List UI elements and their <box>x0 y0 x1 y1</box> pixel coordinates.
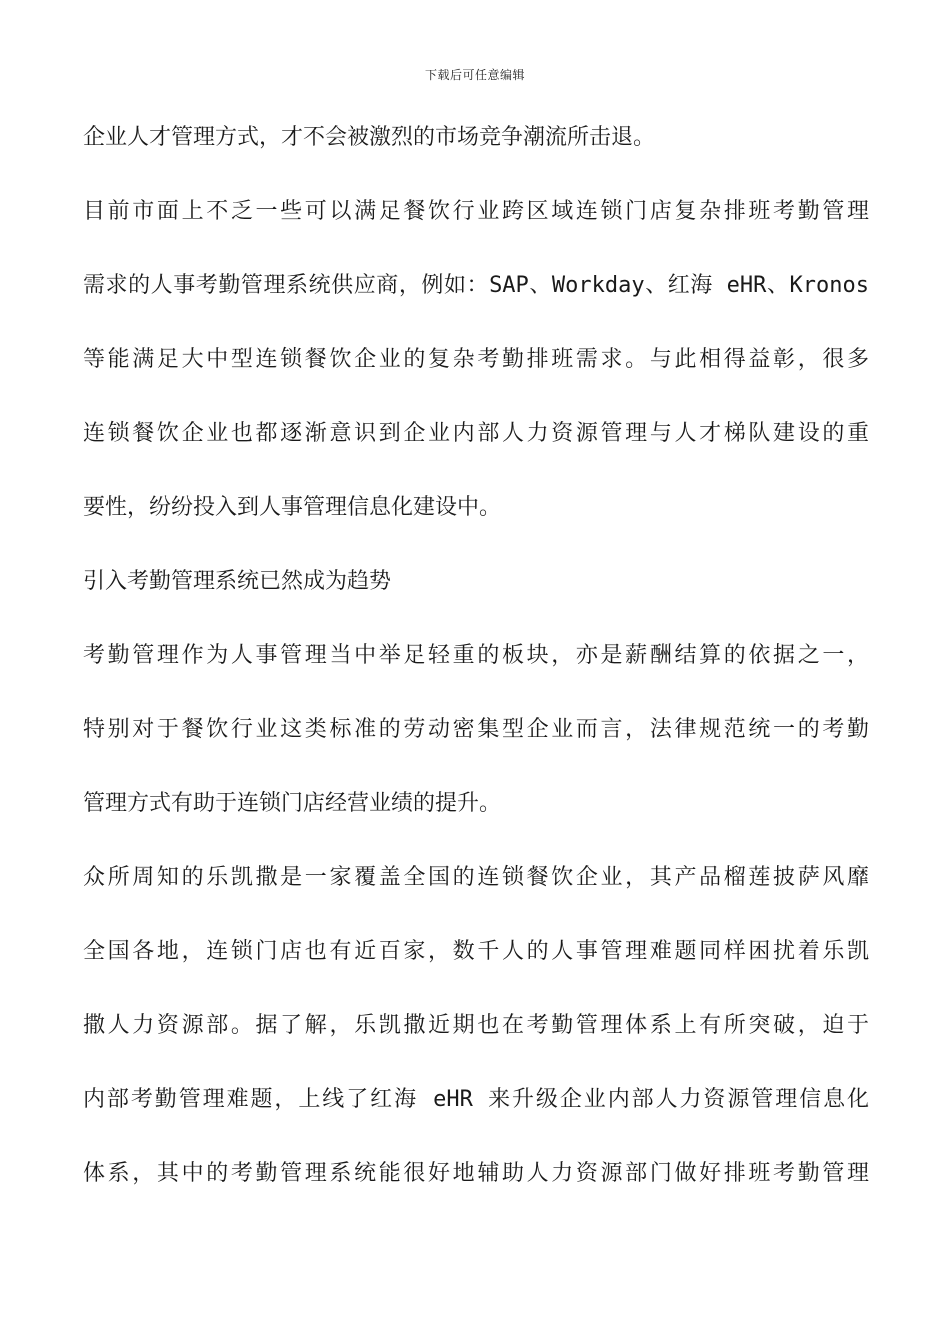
text-line-8: 考勤管理作为人事管理当中举足轻重的板块，亦是薪酬结算的依据之一， <box>83 643 869 668</box>
text-line-12: 全国各地，连锁门店也有近百家，数千人的人事管理难题同样困扰着乐凯 <box>83 939 869 964</box>
section-heading: 引入考勤管理系统已然成为趋势 <box>83 569 392 594</box>
text-line-6: 要性，纷纷投入到人事管理信息化建设中。 <box>83 495 502 520</box>
text-line-14: 内部考勤管理难题，上线了红海 eHR 来升级企业内部人力资源管理信息化 <box>83 1087 869 1112</box>
text-line-9: 特别对于餐饮行业这类标准的劳动密集型企业而言，法律规范统一的考勤 <box>83 717 869 742</box>
text-line-2: 目前市面上不乏一些可以满足餐饮行业跨区域连锁门店复杂排班考勤管理 <box>83 199 869 224</box>
page-header: 下载后可任意编辑 <box>424 68 525 82</box>
text-line-13: 撒人力资源部。据了解，乐凯撒近期也在考勤管理体系上有所突破，迫于 <box>83 1013 869 1038</box>
body-text <box>83 118 869 1228</box>
text-line-11: 众所周知的乐凯撒是一家覆盖全国的连锁餐饮企业，其产品榴莲披萨风靡 <box>83 865 869 890</box>
text-line-3: 需求的人事考勤管理系统供应商，例如：SAP、Workday、红海 eHR、Kronos <box>83 273 869 298</box>
text-line-4: 等能满足大中型连锁餐饮企业的复杂考勤排班需求。与此相得益彰，很多 <box>83 347 869 372</box>
text-line-15: 体系，其中的考勤管理系统能很好地辅助人力资源部门做好排班考勤管理 <box>83 1161 869 1186</box>
text-line-10: 管理方式有助于连锁门店经营业绩的提升。 <box>83 791 502 816</box>
text-line-5: 连锁餐饮企业也都逐渐意识到企业内部人力资源管理与人才梯队建设的重 <box>83 421 869 446</box>
text-line-1: 企业人才管理方式，才不会被激烈的市场竞争潮流所击退。 <box>83 125 656 150</box>
